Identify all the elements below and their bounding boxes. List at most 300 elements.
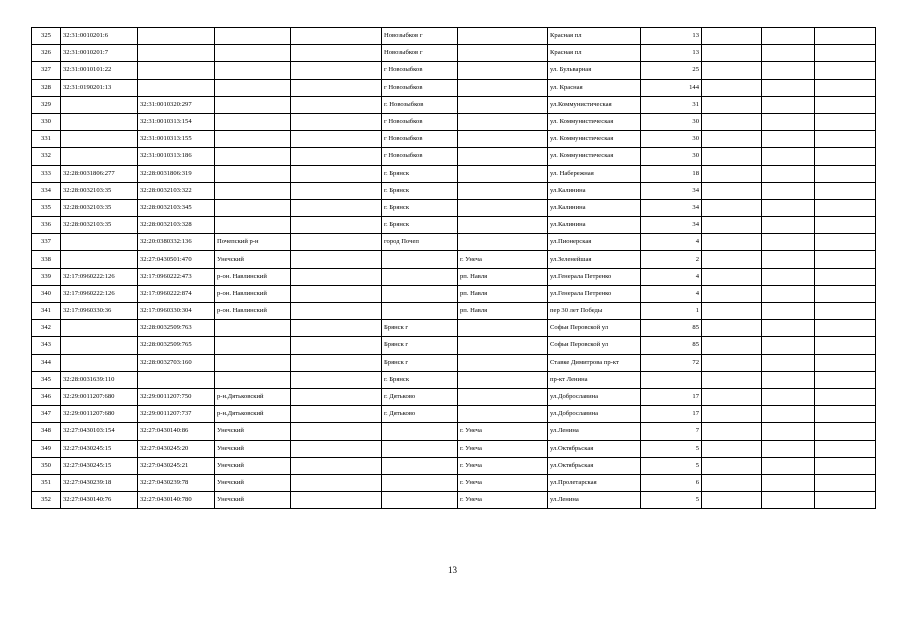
- cell-street: пер 30 лет Победы: [548, 303, 641, 320]
- cell-city: [382, 440, 458, 457]
- cell-building: [702, 371, 762, 388]
- cell-corpus: [762, 423, 815, 440]
- cell-settlement-council: [291, 474, 382, 491]
- cell-corpus: [762, 199, 815, 216]
- cell-cadastral-number-building: [138, 45, 215, 62]
- cell-cadastral-number-building: 32:17:0960330:304: [138, 303, 215, 320]
- cell-cadastral-number-land: 32:28:0032103:35: [61, 217, 138, 234]
- cell-building: [702, 234, 762, 251]
- cell-district: р-н.Дятьковский: [215, 388, 291, 405]
- cell-district: [215, 79, 291, 96]
- cell-cadastral-number-land: [61, 251, 138, 268]
- cell-corpus: [762, 440, 815, 457]
- cell-row-number: 334: [32, 182, 61, 199]
- cell-building: [702, 285, 762, 302]
- table-row: [32, 303, 876, 320]
- cell-row-number: 330: [32, 113, 61, 130]
- cell-apartment: [815, 406, 876, 423]
- cell-corpus: [762, 268, 815, 285]
- cell-cadastral-number-land: 32:17:0960222:126: [61, 268, 138, 285]
- table-row: [32, 320, 876, 337]
- cell-apartment: [815, 320, 876, 337]
- cell-cadastral-number-building: 32:29:0011207:737: [138, 406, 215, 423]
- cell-building: [702, 79, 762, 96]
- cell-city: Новозыбков г: [382, 28, 458, 45]
- cell-cadastral-number-building: 32:28:0032703:160: [138, 354, 215, 371]
- cell-district: [215, 199, 291, 216]
- cell-cadastral-number-building: 32:27:0430140:86: [138, 423, 215, 440]
- cell-district: [215, 148, 291, 165]
- cell-cadastral-number-building: [138, 371, 215, 388]
- page-number: 13: [448, 565, 457, 575]
- cell-corpus: [762, 217, 815, 234]
- cell-apartment: [815, 474, 876, 491]
- cell-urban-settlement: рп. Навля: [458, 285, 548, 302]
- cell-district: [215, 113, 291, 130]
- cell-cadastral-number-land: 32:28:0031639:110: [61, 371, 138, 388]
- cell-house-number: 34: [641, 199, 702, 216]
- cell-corpus: [762, 285, 815, 302]
- cell-house-number: 25: [641, 62, 702, 79]
- table-row: [32, 217, 876, 234]
- cell-apartment: [815, 337, 876, 354]
- cell-district: Унечский: [215, 457, 291, 474]
- cell-corpus: [762, 371, 815, 388]
- cell-building: [702, 492, 762, 509]
- cell-apartment: [815, 303, 876, 320]
- cell-urban-settlement: [458, 406, 548, 423]
- cell-house-number: 5: [641, 440, 702, 457]
- cell-cadastral-number-land: 32:28:0031806:277: [61, 165, 138, 182]
- cell-street: ул.Ленина: [548, 423, 641, 440]
- cell-street: ул.Генерала Петренко: [548, 268, 641, 285]
- cell-building: [702, 251, 762, 268]
- cell-settlement-council: [291, 62, 382, 79]
- cell-building: [702, 62, 762, 79]
- cell-street: ул.Пионерская: [548, 234, 641, 251]
- cell-city: г Новозыбков: [382, 148, 458, 165]
- cell-street: Софьи Перовской ул: [548, 320, 641, 337]
- cell-cadastral-number-land: 32:27:0430140:76: [61, 492, 138, 509]
- cell-cadastral-number-building: 32:27:0430501:470: [138, 251, 215, 268]
- table-row: [32, 234, 876, 251]
- cell-city: [382, 492, 458, 509]
- cell-cadastral-number-land: [61, 96, 138, 113]
- cell-apartment: [815, 492, 876, 509]
- cell-district: [215, 182, 291, 199]
- cell-house-number: 7: [641, 423, 702, 440]
- cell-cadastral-number-land: 32:17:0960330:36: [61, 303, 138, 320]
- cell-urban-settlement: [458, 148, 548, 165]
- cell-settlement-council: [291, 406, 382, 423]
- cell-urban-settlement: [458, 165, 548, 182]
- cell-settlement-council: [291, 440, 382, 457]
- cell-cadastral-number-building: 32:28:0032103:345: [138, 199, 215, 216]
- cell-building: [702, 217, 762, 234]
- cell-urban-settlement: [458, 182, 548, 199]
- cell-urban-settlement: г. Унеча: [458, 251, 548, 268]
- cell-building: [702, 337, 762, 354]
- cell-cadastral-number-land: 32:27:0430103:154: [61, 423, 138, 440]
- cell-district: [215, 165, 291, 182]
- cell-urban-settlement: [458, 234, 548, 251]
- cell-corpus: [762, 182, 815, 199]
- cell-building: [702, 182, 762, 199]
- cell-building: [702, 165, 762, 182]
- cell-corpus: [762, 354, 815, 371]
- cell-row-number: 335: [32, 199, 61, 216]
- cell-apartment: [815, 45, 876, 62]
- cell-cadastral-number-building: 32:28:0031806:319: [138, 165, 215, 182]
- cell-corpus: [762, 45, 815, 62]
- cell-corpus: [762, 251, 815, 268]
- cell-settlement-council: [291, 320, 382, 337]
- cell-corpus: [762, 474, 815, 491]
- cell-cadastral-number-building: 32:28:0032509:763: [138, 320, 215, 337]
- cell-street: ул.Коммунистическая: [548, 96, 641, 113]
- cell-row-number: 349: [32, 440, 61, 457]
- cell-district: Почепский р-н: [215, 234, 291, 251]
- cell-city: г. Дятьково: [382, 388, 458, 405]
- cell-urban-settlement: [458, 371, 548, 388]
- cell-apartment: [815, 440, 876, 457]
- cell-house-number: 4: [641, 268, 702, 285]
- cell-settlement-council: [291, 96, 382, 113]
- cell-cadastral-number-land: 32:28:0032103:35: [61, 182, 138, 199]
- cell-district: Унечский: [215, 251, 291, 268]
- cell-settlement-council: [291, 423, 382, 440]
- cell-house-number: 144: [641, 79, 702, 96]
- cell-settlement-council: [291, 251, 382, 268]
- cell-district: [215, 371, 291, 388]
- cell-settlement-council: [291, 457, 382, 474]
- cell-settlement-council: [291, 285, 382, 302]
- cell-corpus: [762, 320, 815, 337]
- cell-city: город Почеп: [382, 234, 458, 251]
- cell-house-number: 17: [641, 388, 702, 405]
- cell-house-number: 31: [641, 96, 702, 113]
- cell-house-number: 17: [641, 406, 702, 423]
- cell-district: [215, 337, 291, 354]
- cell-cadastral-number-building: [138, 62, 215, 79]
- cell-row-number: 341: [32, 303, 61, 320]
- cell-urban-settlement: г. Унеча: [458, 423, 548, 440]
- cell-house-number: 5: [641, 492, 702, 509]
- table-row: [32, 388, 876, 405]
- cell-street: ул.Доброславина: [548, 388, 641, 405]
- cell-row-number: 339: [32, 268, 61, 285]
- table-row: [32, 457, 876, 474]
- cell-house-number: 85: [641, 337, 702, 354]
- cell-house-number: 30: [641, 131, 702, 148]
- cell-row-number: 348: [32, 423, 61, 440]
- cell-house-number: 13: [641, 28, 702, 45]
- cell-row-number: 338: [32, 251, 61, 268]
- cell-apartment: [815, 268, 876, 285]
- cell-district: Унечский: [215, 492, 291, 509]
- cell-house-number: 4: [641, 234, 702, 251]
- cell-city: г Новозыбков: [382, 62, 458, 79]
- cell-district: [215, 96, 291, 113]
- cell-district: р-он. Навлинский: [215, 268, 291, 285]
- cell-building: [702, 474, 762, 491]
- cell-urban-settlement: г. Унеча: [458, 440, 548, 457]
- cell-apartment: [815, 165, 876, 182]
- cell-apartment: [815, 182, 876, 199]
- cell-row-number: 337: [32, 234, 61, 251]
- cell-building: [702, 423, 762, 440]
- cell-cadastral-number-land: 32:17:0960222:126: [61, 285, 138, 302]
- cell-city: г. Новозыбков: [382, 96, 458, 113]
- cell-urban-settlement: рп. Навля: [458, 268, 548, 285]
- cell-apartment: [815, 371, 876, 388]
- cell-urban-settlement: г. Унеча: [458, 457, 548, 474]
- table-row: [32, 182, 876, 199]
- table-row: [32, 62, 876, 79]
- cell-city: [382, 303, 458, 320]
- cell-urban-settlement: [458, 96, 548, 113]
- cell-city: г. Брянск: [382, 182, 458, 199]
- table-row: [32, 406, 876, 423]
- cell-house-number: 30: [641, 148, 702, 165]
- cell-apartment: [815, 199, 876, 216]
- cell-cadastral-number-land: 32:27:0430245:15: [61, 457, 138, 474]
- cell-street: ул. Коммунистическая: [548, 131, 641, 148]
- cell-settlement-council: [291, 28, 382, 45]
- table-row: [32, 199, 876, 216]
- cell-street: ул.Ленина: [548, 492, 641, 509]
- cell-corpus: [762, 28, 815, 45]
- cell-row-number: 327: [32, 62, 61, 79]
- cell-house-number: [641, 371, 702, 388]
- cell-building: [702, 131, 762, 148]
- cell-cadastral-number-land: 32:31:0010201:7: [61, 45, 138, 62]
- cell-urban-settlement: г. Унеча: [458, 492, 548, 509]
- cell-city: [382, 474, 458, 491]
- cell-settlement-council: [291, 182, 382, 199]
- cell-apartment: [815, 148, 876, 165]
- cell-street: ул. Набережная: [548, 165, 641, 182]
- cell-corpus: [762, 165, 815, 182]
- cell-building: [702, 303, 762, 320]
- cell-urban-settlement: [458, 354, 548, 371]
- cell-cadastral-number-building: 32:20:0380332:136: [138, 234, 215, 251]
- table-row: [32, 79, 876, 96]
- cell-building: [702, 199, 762, 216]
- cell-row-number: 342: [32, 320, 61, 337]
- cell-cadastral-number-land: [61, 148, 138, 165]
- cell-house-number: 34: [641, 217, 702, 234]
- cell-settlement-council: [291, 45, 382, 62]
- cell-row-number: 352: [32, 492, 61, 509]
- cell-settlement-council: [291, 165, 382, 182]
- cell-city: г Новозыбков: [382, 79, 458, 96]
- cell-district: Унечский: [215, 440, 291, 457]
- cell-corpus: [762, 62, 815, 79]
- cell-cadastral-number-land: [61, 320, 138, 337]
- cell-district: р-н.Дятьковский: [215, 406, 291, 423]
- cell-district: [215, 28, 291, 45]
- cell-cadastral-number-land: 32:31:0010101:22: [61, 62, 138, 79]
- cell-cadastral-number-land: 32:31:0010201:6: [61, 28, 138, 45]
- table-row: [32, 371, 876, 388]
- cell-corpus: [762, 337, 815, 354]
- cell-street: ул.Октябрьская: [548, 440, 641, 457]
- cell-building: [702, 388, 762, 405]
- cell-building: [702, 406, 762, 423]
- cell-apartment: [815, 79, 876, 96]
- cell-house-number: 6: [641, 474, 702, 491]
- cell-cadastral-number-building: 32:31:0010313:154: [138, 113, 215, 130]
- cell-cadastral-number-building: 32:29:0011207:750: [138, 388, 215, 405]
- cell-cadastral-number-land: [61, 113, 138, 130]
- cell-building: [702, 113, 762, 130]
- cell-row-number: 344: [32, 354, 61, 371]
- cell-urban-settlement: [458, 199, 548, 216]
- cell-row-number: 333: [32, 165, 61, 182]
- cell-city: [382, 251, 458, 268]
- cell-street: Ставке Димитрова пр-кт: [548, 354, 641, 371]
- cell-house-number: 30: [641, 113, 702, 130]
- cell-corpus: [762, 148, 815, 165]
- cell-city: г Новозыбков: [382, 131, 458, 148]
- cell-district: [215, 62, 291, 79]
- cell-house-number: 34: [641, 182, 702, 199]
- cell-city: Брянск г: [382, 354, 458, 371]
- cell-building: [702, 148, 762, 165]
- cell-corpus: [762, 113, 815, 130]
- cell-settlement-council: [291, 217, 382, 234]
- cell-cadastral-number-building: 32:31:0010313:155: [138, 131, 215, 148]
- cell-corpus: [762, 234, 815, 251]
- cell-urban-settlement: [458, 62, 548, 79]
- cell-apartment: [815, 251, 876, 268]
- table-row: [32, 28, 876, 45]
- cell-settlement-council: [291, 131, 382, 148]
- cell-cadastral-number-land: 32:27:0430239:18: [61, 474, 138, 491]
- cell-urban-settlement: [458, 79, 548, 96]
- table-row: [32, 474, 876, 491]
- cell-settlement-council: [291, 492, 382, 509]
- cell-district: [215, 320, 291, 337]
- cell-cadastral-number-building: 32:31:0010313:186: [138, 148, 215, 165]
- cell-settlement-council: [291, 113, 382, 130]
- cell-building: [702, 320, 762, 337]
- cell-city: [382, 423, 458, 440]
- cell-cadastral-number-building: 32:27:0430140:780: [138, 492, 215, 509]
- cell-city: [382, 457, 458, 474]
- cell-corpus: [762, 492, 815, 509]
- cell-corpus: [762, 79, 815, 96]
- cell-settlement-council: [291, 354, 382, 371]
- cell-city: г. Брянск: [382, 199, 458, 216]
- cell-city: г. Брянск: [382, 371, 458, 388]
- cell-street: ул.Доброславина: [548, 406, 641, 423]
- cell-row-number: 343: [32, 337, 61, 354]
- cell-urban-settlement: [458, 45, 548, 62]
- table-row: [32, 440, 876, 457]
- table-row: [32, 165, 876, 182]
- cell-row-number: 351: [32, 474, 61, 491]
- cell-cadastral-number-building: 32:28:0032103:322: [138, 182, 215, 199]
- cell-row-number: 336: [32, 217, 61, 234]
- cell-urban-settlement: [458, 131, 548, 148]
- cell-apartment: [815, 131, 876, 148]
- cell-corpus: [762, 457, 815, 474]
- cell-street: ул.Пролетарская: [548, 474, 641, 491]
- cell-house-number: 1: [641, 303, 702, 320]
- cell-urban-settlement: [458, 388, 548, 405]
- cell-corpus: [762, 131, 815, 148]
- cell-city: Брянск г: [382, 320, 458, 337]
- cell-building: [702, 354, 762, 371]
- cell-city: [382, 268, 458, 285]
- cell-settlement-council: [291, 234, 382, 251]
- cell-street: ул. Красная: [548, 79, 641, 96]
- cell-house-number: 2: [641, 251, 702, 268]
- table-row: [32, 268, 876, 285]
- cell-row-number: 328: [32, 79, 61, 96]
- table-row: [32, 354, 876, 371]
- cell-corpus: [762, 303, 815, 320]
- cell-row-number: 340: [32, 285, 61, 302]
- cell-city: г. Брянск: [382, 165, 458, 182]
- cell-house-number: 72: [641, 354, 702, 371]
- cell-settlement-council: [291, 148, 382, 165]
- cell-building: [702, 45, 762, 62]
- cell-district: р-он. Навлинский: [215, 285, 291, 302]
- cell-apartment: [815, 96, 876, 113]
- cell-street: Софьи Перовской ул: [548, 337, 641, 354]
- cell-street: ул. Коммунистическая: [548, 113, 641, 130]
- cell-apartment: [815, 423, 876, 440]
- cell-cadastral-number-land: [61, 234, 138, 251]
- cell-house-number: 85: [641, 320, 702, 337]
- cell-row-number: 325: [32, 28, 61, 45]
- cell-building: [702, 96, 762, 113]
- cell-cadastral-number-land: [61, 337, 138, 354]
- cell-settlement-council: [291, 388, 382, 405]
- cell-cadastral-number-building: 32:28:0032103:328: [138, 217, 215, 234]
- table-row: [32, 148, 876, 165]
- table-row: [32, 113, 876, 130]
- cell-settlement-council: [291, 79, 382, 96]
- cell-district: [215, 45, 291, 62]
- registry-table: [31, 27, 876, 509]
- cell-street: ул.Калинина: [548, 217, 641, 234]
- cell-city: Новозыбков г: [382, 45, 458, 62]
- table-row: [32, 131, 876, 148]
- cell-street: ул.Калинина: [548, 182, 641, 199]
- cell-row-number: 326: [32, 45, 61, 62]
- cell-district: Унечский: [215, 423, 291, 440]
- table-row: [32, 96, 876, 113]
- cell-cadastral-number-land: 32:31:0190201:13: [61, 79, 138, 96]
- cell-row-number: 346: [32, 388, 61, 405]
- cell-row-number: 345: [32, 371, 61, 388]
- cell-building: [702, 457, 762, 474]
- cell-corpus: [762, 388, 815, 405]
- cell-settlement-council: [291, 337, 382, 354]
- cell-cadastral-number-land: 32:29:0011207:680: [61, 406, 138, 423]
- cell-house-number: 18: [641, 165, 702, 182]
- table-row: [32, 492, 876, 509]
- cell-street: Красная пл: [548, 45, 641, 62]
- cell-district: р-он. Навлинский: [215, 303, 291, 320]
- cell-urban-settlement: [458, 337, 548, 354]
- cell-house-number: 13: [641, 45, 702, 62]
- cell-building: [702, 28, 762, 45]
